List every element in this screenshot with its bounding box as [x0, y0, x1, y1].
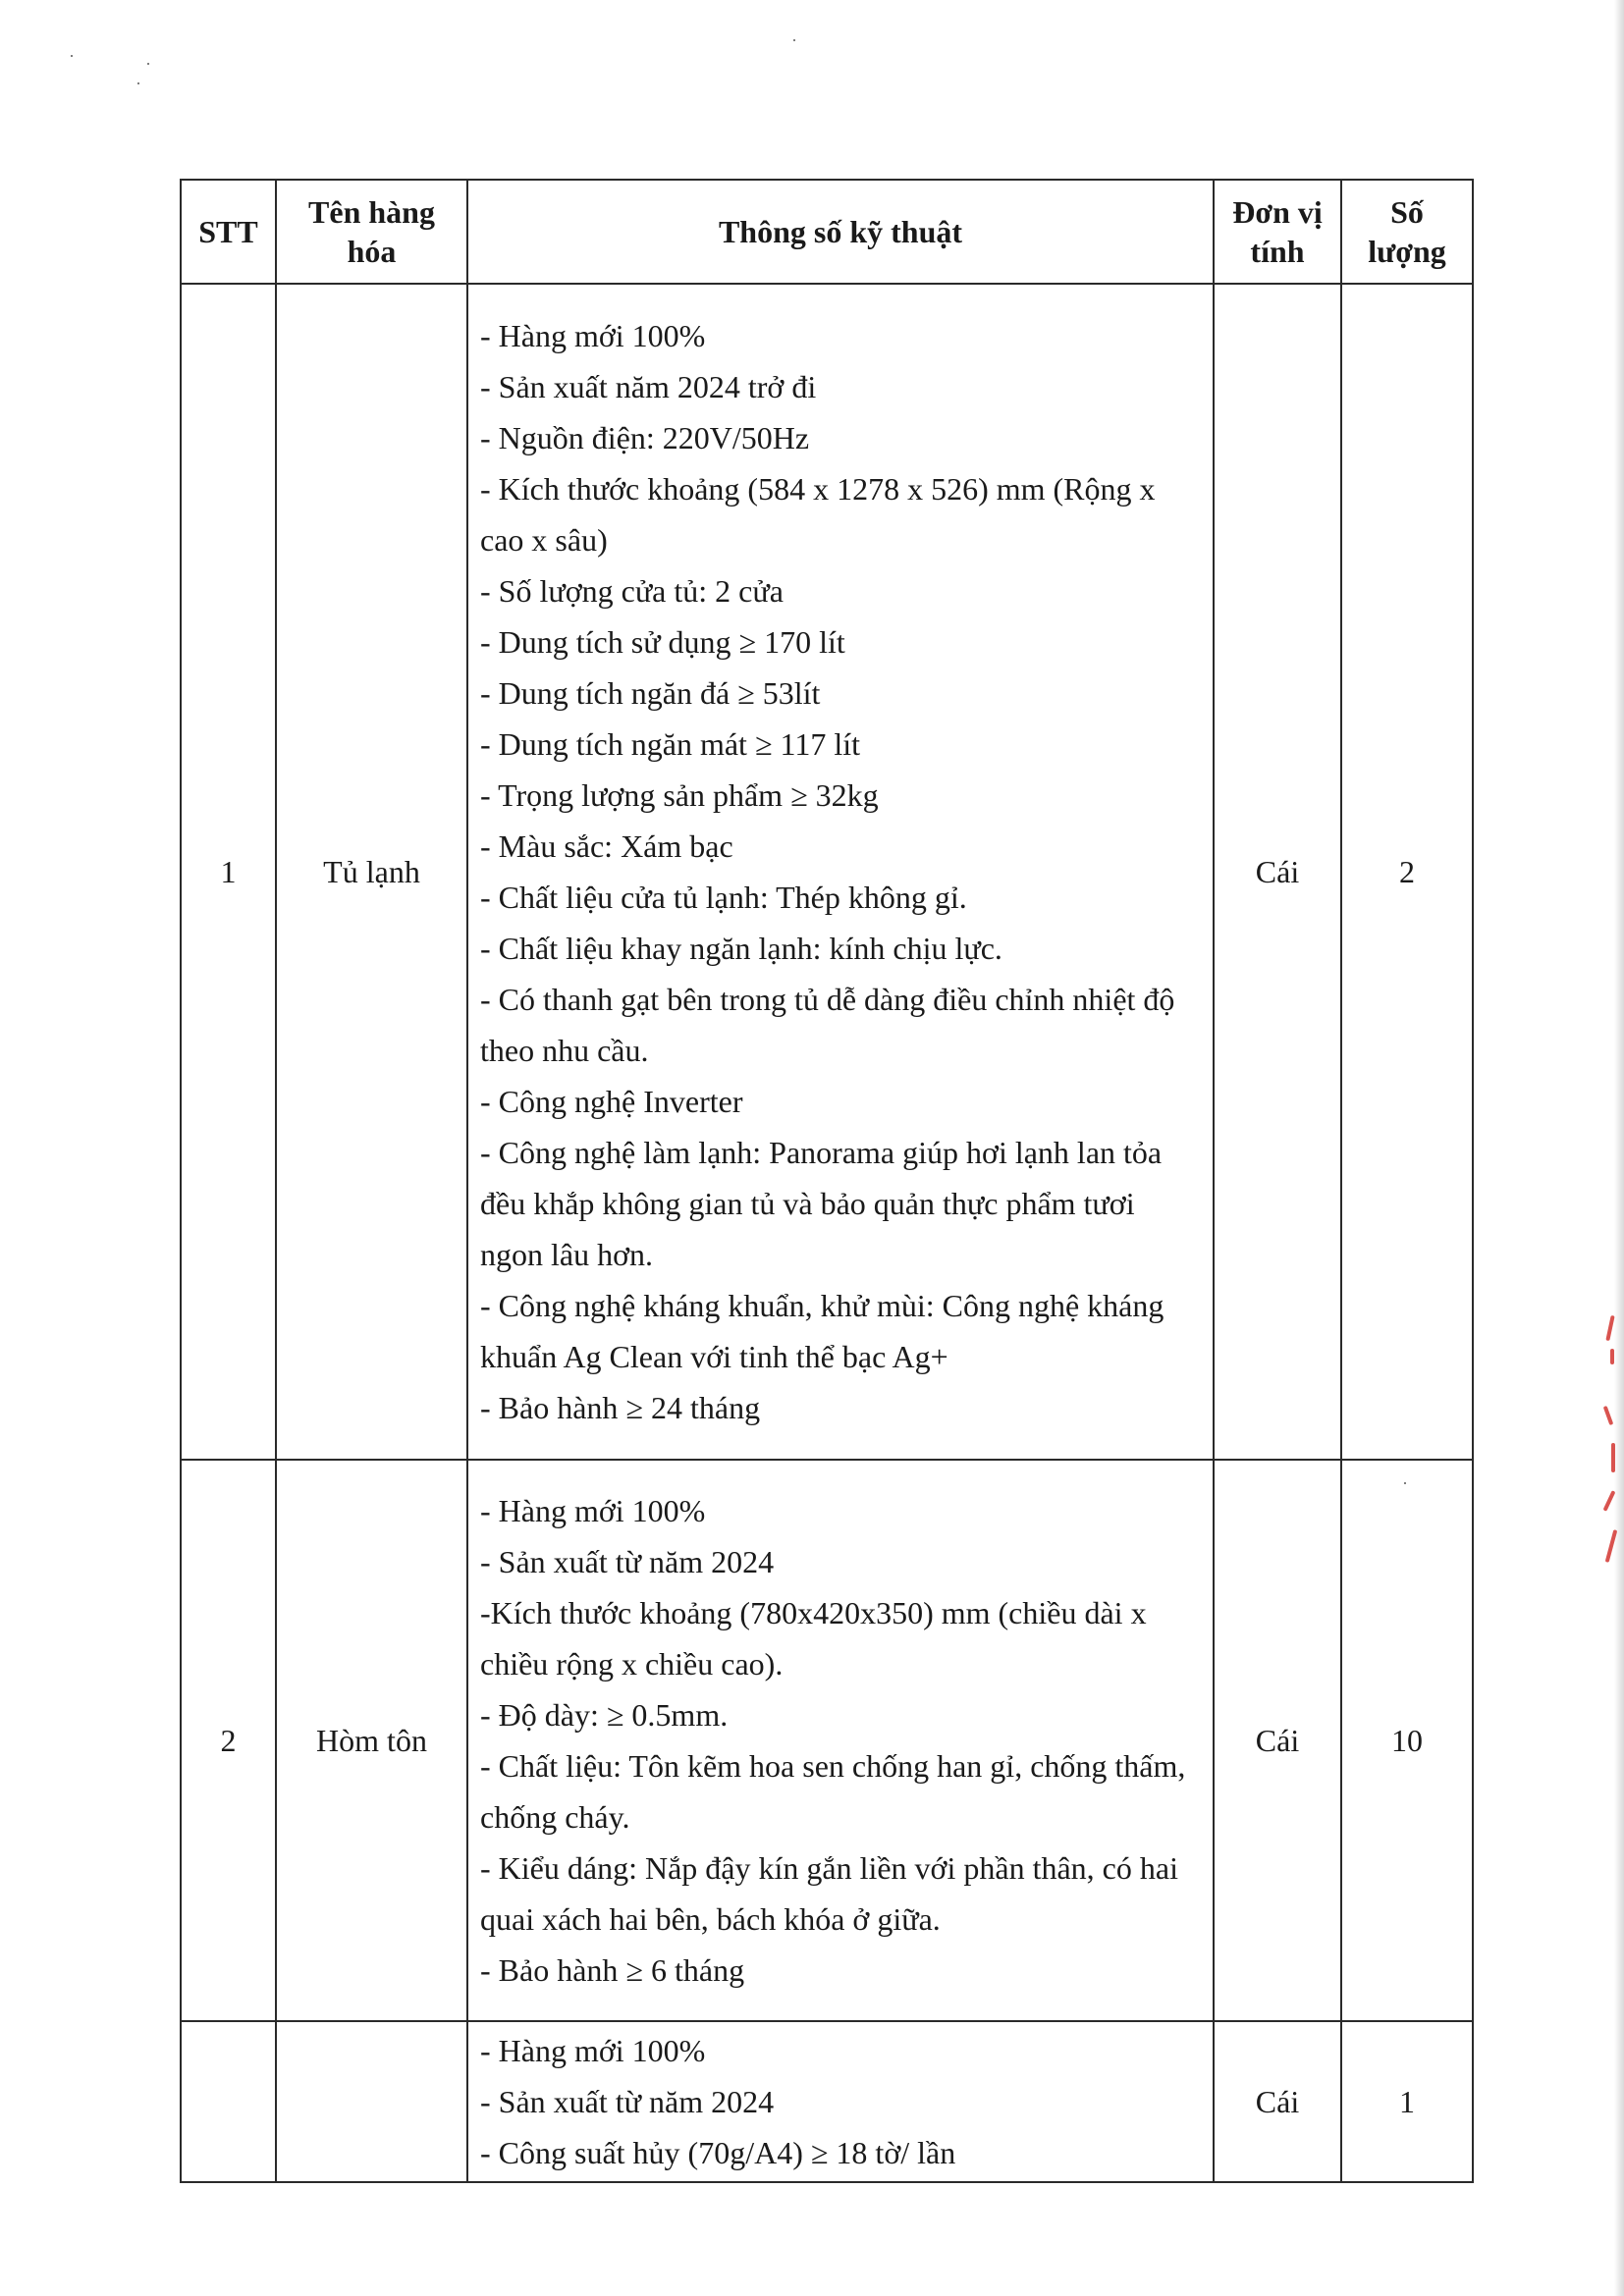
spec-line: - Công nghệ kháng khuẩn, khử mùi: Công nghệ kháng khuẩn Ag Clean với tinh thể bạc Ag+ — [480, 1288, 1164, 1374]
row-quantity: 1 — [1341, 2021, 1473, 2182]
spec-line: - Trọng lượng sản phẩm ≥ 32kg — [480, 777, 879, 813]
spec-line: - Dung tích sử dụng ≥ 170 lít — [480, 624, 845, 660]
table-row — [181, 1460, 1473, 2021]
row-stt: 2 — [181, 1460, 276, 2021]
spec-line: - Có thanh gạt bên trong tủ dễ dàng điều chỉnh nhiệt độ theo nhu cầu. — [480, 982, 1175, 1068]
spec-line: - Hàng mới 100% — [480, 1493, 706, 1528]
table-header — [181, 180, 1473, 284]
spec-line: - Màu sắc: Xám bạc — [480, 828, 733, 864]
spec-line: - Công nghệ Inverter — [480, 1084, 743, 1119]
row-spec — [467, 284, 1214, 1460]
header-spec: Thông số kỹ thuật — [467, 180, 1214, 284]
spec-line: - Hàng mới 100% — [480, 2033, 706, 2068]
row-unit: Cái — [1214, 284, 1341, 1460]
spec-line: - Số lượng cửa tủ: 2 cửa — [480, 573, 784, 609]
row-item-name — [276, 2021, 467, 2182]
spec-line: - Chất liệu cửa tủ lạnh: Thép không gỉ. — [480, 880, 967, 915]
spec-line: - Sản xuất năm 2024 trở đi — [480, 369, 817, 404]
row-stt: 1 — [181, 284, 276, 1460]
spec-list — [480, 2025, 1203, 2178]
spec-line: - Chất liệu khay ngăn lạnh: kính chịu lực. — [480, 931, 1002, 966]
row-spec — [467, 1460, 1214, 2021]
row-item-name: Tủ lạnh — [276, 284, 467, 1460]
spec-line: - Hàng mới 100% — [480, 318, 706, 353]
spec-line: -Kích thước khoảng (780x420x350) mm (chiều dài x chiều rộng x chiều cao). — [480, 1595, 1147, 1682]
table-row — [181, 284, 1473, 1460]
header-name: Tên hàng hóa — [276, 180, 467, 284]
page-edge — [1614, 0, 1624, 2296]
spec-line: - Kích thước khoảng (584 x 1278 x 526) mm (Rộng x cao x sâu) — [480, 471, 1156, 558]
spec-line: - Công suất hủy (70g/A4) ≥ 18 tờ/ lần — [480, 2135, 956, 2170]
row-unit: Cái — [1214, 2021, 1341, 2182]
spec-line: - Công nghệ làm lạnh: Panorama giúp hơi lạnh lan tỏa đều khắp không gian tủ và bảo quản thực phẩm tươi ngon lâu hơn. — [480, 1135, 1163, 1272]
stamp-edge-mark — [1602, 1315, 1620, 1571]
header-stt: STT — [181, 180, 276, 284]
spec-line: - Bảo hành ≥ 6 tháng — [480, 1952, 745, 1988]
row-item-name: Hòm tôn — [276, 1460, 467, 2021]
header-unit: Đơn vị tính — [1214, 180, 1341, 284]
table-row — [181, 2021, 1473, 2182]
header-row — [181, 180, 1473, 284]
spec-line: - Sản xuất từ năm 2024 — [480, 1544, 775, 1579]
row-quantity: 10 — [1341, 1460, 1473, 2021]
spec-list — [480, 1485, 1203, 1996]
spec-line: - Độ dày: ≥ 0.5mm. — [480, 1697, 729, 1733]
spec-list — [480, 310, 1203, 1433]
row-quantity: 2 — [1341, 284, 1473, 1460]
spec-line: - Dung tích ngăn mát ≥ 117 lít — [480, 726, 860, 762]
spec-line: - Sản xuất từ năm 2024 — [480, 2084, 775, 2119]
row-spec — [467, 2021, 1214, 2182]
row-unit: Cái — [1214, 1460, 1341, 2021]
header-qty: Số lượng — [1341, 180, 1473, 284]
spec-line: - Nguồn điện: 220V/50Hz — [480, 420, 810, 455]
spec-line: - Chất liệu: Tôn kẽm hoa sen chống han gỉ, chống thấm, chống cháy. — [480, 1748, 1186, 1835]
row-stt — [181, 2021, 276, 2182]
spec-table — [180, 179, 1474, 2183]
spec-line: - Kiểu dáng: Nắp đậy kín gắn liền với phần thân, có hai quai xách hai bên, bách khóa ở giữa. — [480, 1850, 1178, 1937]
spec-line: - Bảo hành ≥ 24 tháng — [480, 1390, 761, 1425]
spec-line: - Dung tích ngăn đá ≥ 53lít — [480, 675, 821, 711]
